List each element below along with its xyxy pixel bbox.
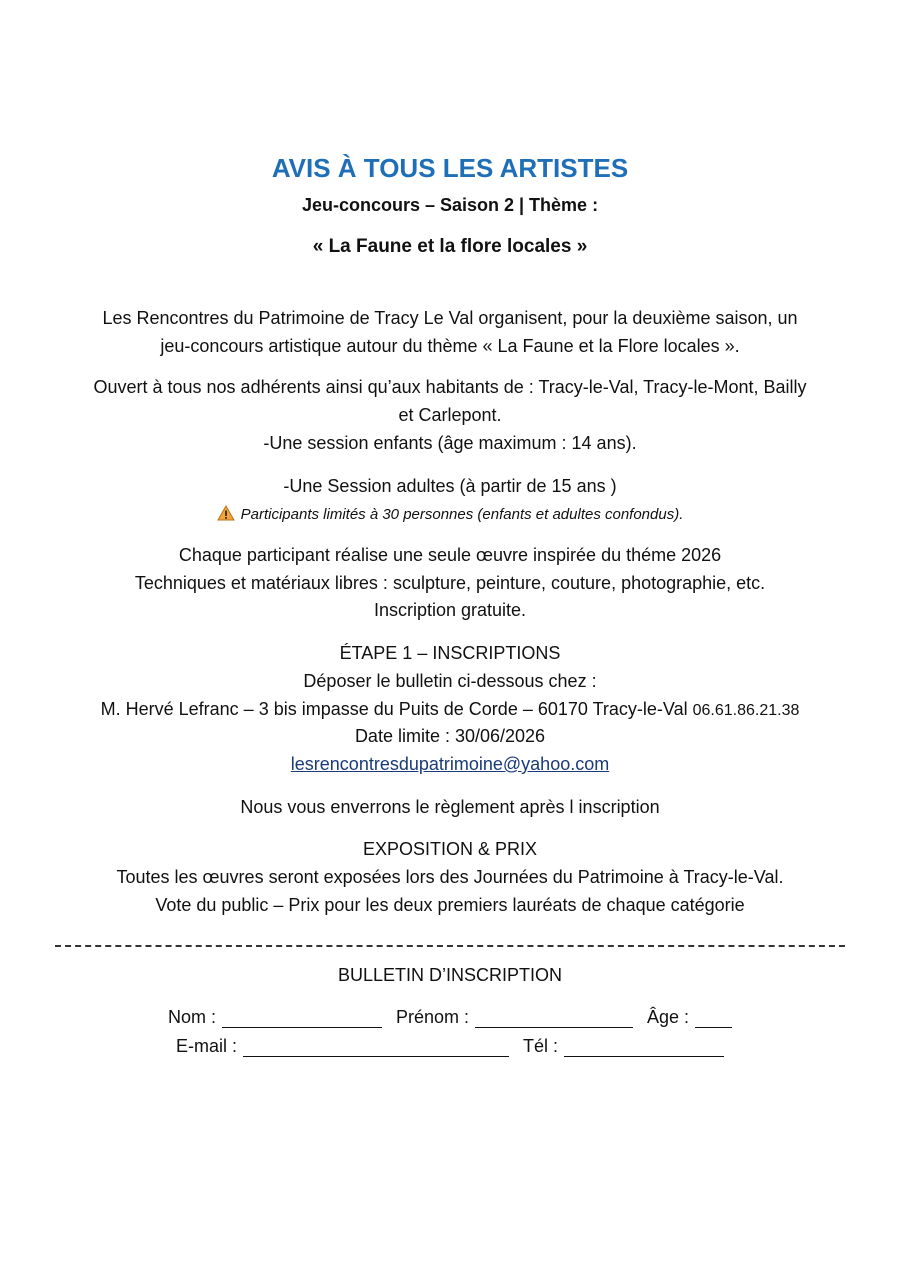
page-title: AVIS À TOUS LES ARTISTES <box>271 153 629 183</box>
cut-line-divider <box>55 945 845 947</box>
address-text: M. Hervé Lefranc – 3 bis impasse du Puits de Corde – 60170 Tracy-le-Val <box>100 699 688 719</box>
age-field[interactable] <box>695 1009 732 1028</box>
rules-line-2: Techniques et matériaux libres : sculpture, peinture, couture, photographie, etc. <box>134 573 766 593</box>
tel-field[interactable] <box>564 1038 724 1057</box>
tel-label: Tél : <box>523 1036 559 1056</box>
email-label: E-mail : <box>175 1036 237 1056</box>
email-line <box>0 753 900 775</box>
rules-line-3: Inscription gratuite. <box>373 600 527 620</box>
prenom-label: Prénom : <box>395 1007 469 1027</box>
form-row-identity <box>0 1006 900 1028</box>
rules-sent-note: Nous vous enverrons le règlement après l inscription <box>240 797 660 817</box>
contest-theme: « La Faune et la flore locales » <box>312 236 588 257</box>
eligibility-line-1: Ouvert à tous nos adhérents ainsi qu’aux habitants de : Tracy-le-Val, Tracy-le-Mont, Bailly <box>93 377 807 397</box>
form-heading: BULLETIN D’INSCRIPTION <box>337 965 563 985</box>
exhibition-line-2: Vote du public – Prix pour les deux premiers lauréats de chaque catégorie <box>155 895 745 915</box>
eligibility-line-2: et Carlepont. <box>398 405 502 425</box>
session-children: -Une session enfants (âge maximum : 14 ans). <box>263 433 637 453</box>
email-field[interactable] <box>243 1038 509 1057</box>
nom-label: Nom : <box>167 1007 216 1027</box>
intro-line-1: Les Rencontres du Patrimoine de Tracy Le Val organisent, pour la deuxième saison, un <box>102 308 798 328</box>
contest-subtitle: Jeu-concours – Saison 2 | Thème : <box>301 195 599 215</box>
deposit-instruction: Déposer le bulletin ci-dessous chez : <box>303 671 597 691</box>
nom-field[interactable] <box>222 1009 382 1028</box>
form-row-contact <box>0 1035 900 1057</box>
participant-limit-note <box>0 504 900 526</box>
intro-line-2: jeu-concours artistique autour du thème « La Faune et la Flore locales ». <box>160 336 740 356</box>
exhibition-heading: EXPOSITION & PRIX <box>362 839 538 859</box>
contact-address <box>0 698 900 722</box>
exhibition-line-1: Toutes les œuvres seront exposées lors des Journées du Patrimoine à Tracy-le-Val. <box>116 867 784 887</box>
rules-line-1: Chaque participant réalise une seule œuvre inspirée du théme 2026 <box>178 545 722 565</box>
session-adults: -Une Session adultes (à partir de 15 ans ) <box>283 476 617 496</box>
age-label: Âge : <box>647 1007 690 1027</box>
prenom-field[interactable] <box>475 1009 633 1028</box>
limit-note-text: Participants limités à 30 personnes (enfants et adultes confondus). <box>240 506 684 523</box>
phone-number: 06.61.86.21.38 <box>692 702 800 719</box>
warning-icon <box>217 505 235 521</box>
email-link[interactable]: lesrencontresdupatrimoine@yahoo.com <box>290 754 610 774</box>
deadline: Date limite : 30/06/2026 <box>354 726 546 746</box>
step1-heading: ÉTAPE 1 – INSCRIPTIONS <box>339 643 561 663</box>
